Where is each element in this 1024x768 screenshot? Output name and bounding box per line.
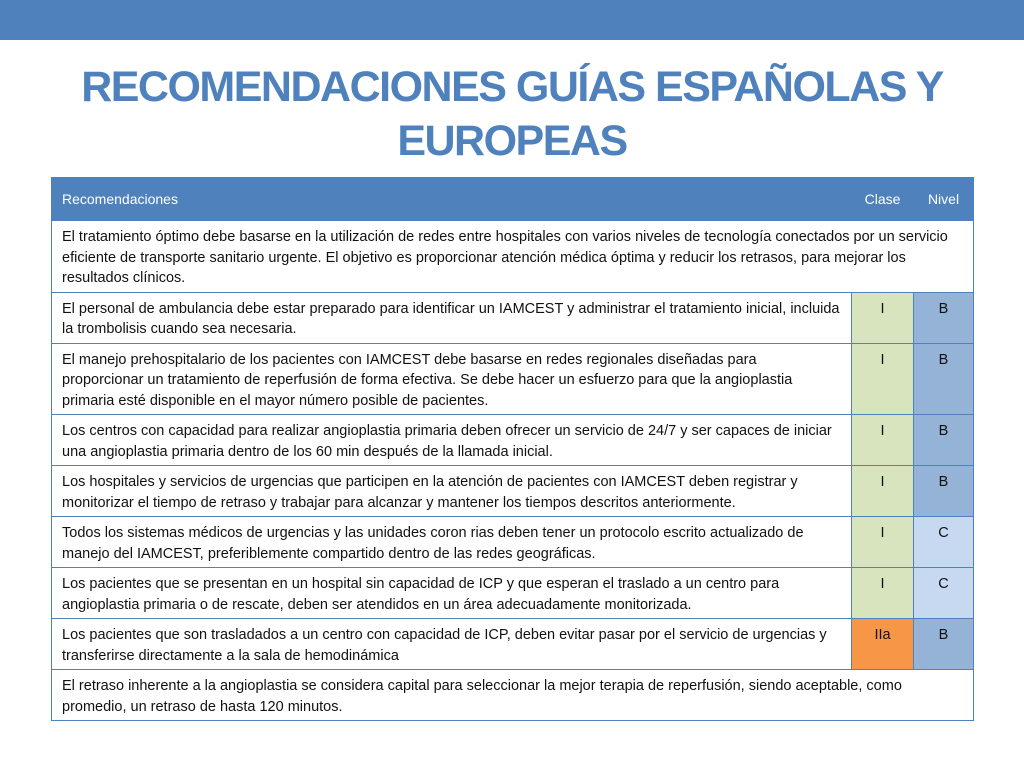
nivel-cell: B: [914, 415, 974, 466]
table-header-row: [52, 178, 974, 221]
recommendation-text: Los hospitales y servicios de urgencias que participen en la atención de pacientes con IAMCEST deben registrar y monitorizar el tiempo de retraso y trabajar para alcanzar y mantener los tiempos descritos anteriormente.: [52, 466, 852, 517]
recommendation-text: Los pacientes que se presentan en un hospital sin capacidad de ICP y que esperan el traslado a un centro para angioplastia primaria o de rescate, deben ser atendidos en un área adecuadamente monitorizada.: [52, 568, 852, 619]
table-row: [52, 415, 974, 466]
recommendation-text: Los centros con capacidad para realizar angioplastia primaria deben ofrecer un servicio de 24/7 y ser capaces de iniciar una angioplastia primaria dentro de los 60 min después de la llamada inicial.: [52, 415, 852, 466]
top-accent-bar: [0, 0, 1024, 40]
clase-cell: I: [852, 292, 914, 343]
nivel-cell: B: [914, 292, 974, 343]
recommendation-text: Los pacientes que son trasladados a un centro con capacidad de ICP, deben evitar pasar por el servicio de urgencias y transferirse directamente a la sala de hemodinámica: [52, 619, 852, 670]
table-row: [52, 221, 974, 293]
clase-cell: I: [852, 343, 914, 415]
header-recomendaciones: Recomendaciones: [52, 178, 852, 221]
nivel-cell: B: [914, 343, 974, 415]
clase-cell: I: [852, 568, 914, 619]
table-row: [52, 517, 974, 568]
clase-cell: IIa: [852, 619, 914, 670]
recommendation-text: El manejo prehospitalario de los pacientes con IAMCEST debe basarse en redes regionales diseñadas para proporcionar un tratamiento de reperfusión de forma efectiva. Se debe hacer un esfuerzo para que la angioplastia primaria esté disponible en el mayor número posible de pacientes.: [52, 343, 852, 415]
nivel-cell: C: [914, 568, 974, 619]
recommendation-text: Todos los sistemas médicos de urgencias y las unidades coron rias deben tener un protocolo escrito actualizado de manejo del IAMCEST, preferiblemente compartido dentro de las redes geográficas.: [52, 517, 852, 568]
nivel-cell: B: [914, 466, 974, 517]
recommendation-text: El retraso inherente a la angioplastia se considera capital para seleccionar la mejor terapia de reperfusión, siendo aceptable, como promedio, un retraso de hasta 120 minutos.: [52, 670, 974, 721]
slide-title: RECOMENDACIONES GUÍAS ESPAÑOLAS Y EUROPEAS: [81, 63, 943, 165]
table-row: [52, 292, 974, 343]
table-row: [52, 670, 974, 721]
table-row: [52, 343, 974, 415]
recommendation-text: El tratamiento óptimo debe basarse en la utilización de redes entre hospitales con varios niveles de tecnología conectados por un servicio eficiente de transporte sanitario urgente. El objetivo es proporcionar atención médica óptima y reducir los retrasos, para mejorar los resultados clínicos.: [52, 221, 974, 293]
nivel-cell: C: [914, 517, 974, 568]
table-row: [52, 568, 974, 619]
header-clase: Clase: [852, 178, 914, 221]
nivel-cell: B: [914, 619, 974, 670]
recommendations-table: [51, 177, 974, 721]
header-nivel: Nivel: [914, 178, 974, 221]
recommendation-text: El personal de ambulancia debe estar preparado para identificar un IAMCEST y administrar el tratamiento inicial, incluida la trombolisis cuando sea necesaria.: [52, 292, 852, 343]
table-row: [52, 619, 974, 670]
clase-cell: I: [852, 466, 914, 517]
table-row: [52, 466, 974, 517]
clase-cell: I: [852, 517, 914, 568]
clase-cell: I: [852, 415, 914, 466]
